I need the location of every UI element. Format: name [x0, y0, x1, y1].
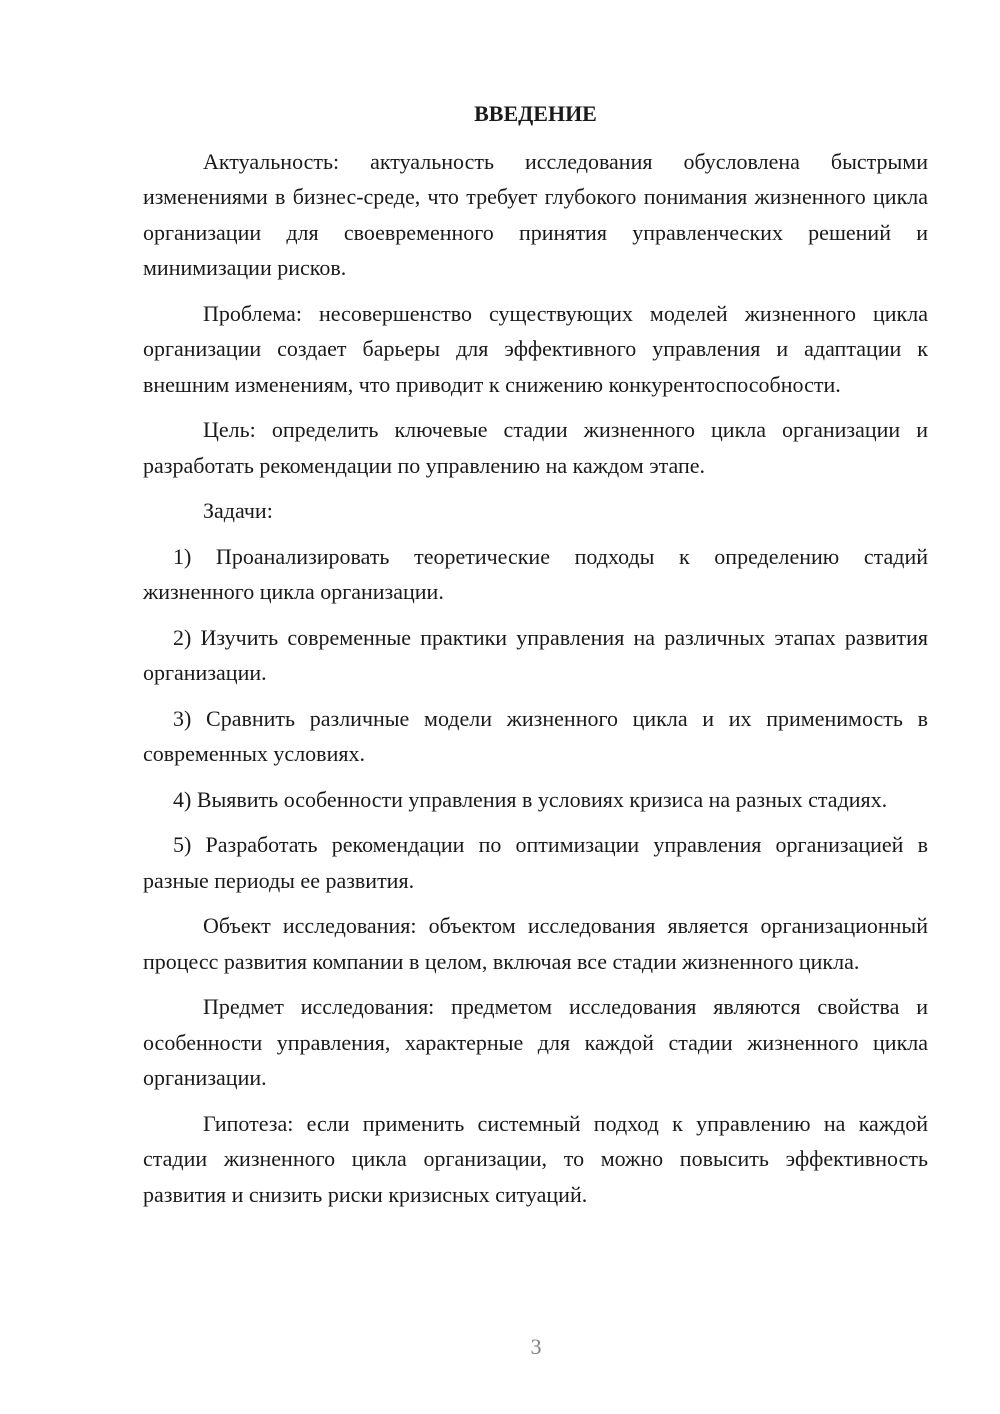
task-item-3: 3) Сравнить различные модели жизненного цикла и их применимость в современных условиях. [143, 705, 928, 766]
paragraph-object: Объект исследования: объектом исследования является организационный процесс развития компании в целом, включая все стадии жизненного цикла. [143, 913, 928, 974]
task-item-5: 5) Разработать рекомендации по оптимизации управления организацией в разные периоды ее развития. [143, 832, 928, 893]
paragraph-tasks-heading: Задачи: [203, 498, 273, 523]
task-item-2: 2) Изучить современные практики управления на различных этапах развития организации. [143, 624, 928, 685]
paragraph-goal: Цель: определить ключевые стадии жизненного цикла организации и разработать рекомендации по управлению на каждом этапе. [143, 417, 928, 478]
task-item-4: 4) Выявить особенности управления в условиях кризиса на разных стадиях. [173, 786, 888, 812]
section-title: ВВЕДЕНИЕ [474, 101, 597, 126]
paragraph-problem: Проблема: несовершенство существующих моделей жизненного цикла организации создает барьеры для эффективного управления и адаптации к внешним изменениям, что приводит к снижению конкурентоспособности. [143, 300, 928, 397]
paragraph-subject: Предмет исследования: предметом исследования являются свойства и особенности управления, характерные для каждой стадии жизненного цикла организации. [143, 994, 928, 1090]
paragraph-hypothesis: Гипотеза: если применить системный подход к управлению на каждой стадии жизненного цикла организации, то можно повысить эффективность развития и снизить риски кризисных ситуаций. [143, 1110, 928, 1207]
task-item-1: 1) Проанализировать теоретические подходы к определению стадий жизненного цикла организации. [143, 543, 928, 604]
page-number: 3 [530, 1334, 542, 1359]
document-body [143, 96, 928, 1222]
paragraph-relevance: Актуальность: актуальность исследования обусловлена быстрыми изменениями в бизнес-среде, что требует глубокого понимания жизненного цикла организации для своевременного принятия управленческих решений и минимизации рисков. [143, 148, 928, 280]
